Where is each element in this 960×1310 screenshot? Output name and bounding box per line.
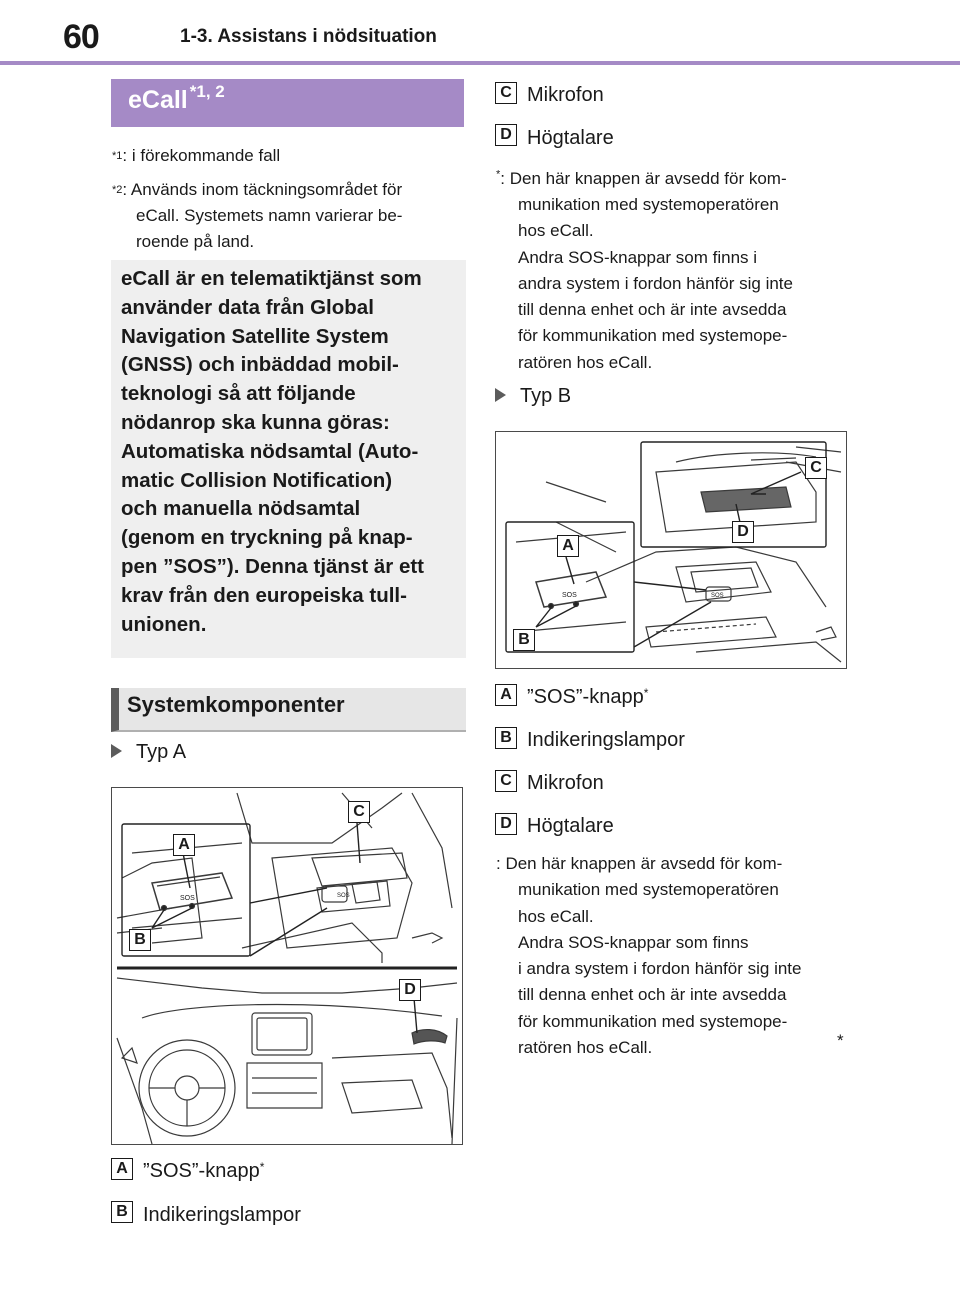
note-line: Andra SOS-knappar som finns i [518, 247, 758, 267]
info-line: krav från den europeiska tull- [121, 583, 407, 607]
ecall-title [128, 82, 225, 115]
note-line: i andra system i fordon hänför sig inte [518, 959, 802, 979]
header-divider [0, 61, 960, 65]
info-line: matic Collision Notification) [121, 468, 393, 492]
item-letter-c: C [495, 82, 517, 104]
info-line: eCall är en telematiktjänst som [121, 267, 422, 290]
footnote-2-line3: roende på land. [136, 232, 255, 251]
type-a-drawing [112, 788, 462, 1144]
item-speaker: Högtalare [527, 127, 614, 149]
info-line: nödanrop ska kunna göras: [121, 410, 390, 434]
item-letter-d: D [495, 124, 517, 146]
info-line: använder data från Global [121, 295, 374, 319]
item-speaker: Högtalare [527, 815, 614, 837]
bullet-triangle-icon [111, 744, 122, 758]
type-a-note [496, 161, 856, 376]
note-line: hos eCall. [518, 906, 594, 926]
note-line: för kommunikation med systemope- [518, 1011, 788, 1031]
section-title: 1-3. Assistans i nödsituation [180, 26, 437, 47]
footnote-2-line1: : Används inom täckningsområdet för [122, 180, 403, 199]
type-a-illustration [111, 787, 463, 1145]
item-sup: * [259, 1160, 265, 1174]
callout-c: C [348, 801, 370, 823]
info-line: Navigation Satellite System [121, 324, 389, 348]
ecall-title-sup: *1, 2 [189, 82, 225, 101]
info-line: pen ”SOS”). Denna tjänst är ett [121, 554, 424, 578]
note-mark: * [496, 168, 501, 180]
info-line: unionen. [121, 612, 207, 636]
sos-button-label: SOS [180, 895, 195, 902]
note-line: Andra SOS-knappar som finns [518, 932, 749, 952]
item-letter-a: A [111, 1158, 133, 1180]
note-line: *: Den här knappen är avsedd för kom- [496, 168, 787, 188]
info-line: och manuella nödsamtal [121, 497, 361, 521]
item-text: ”SOS”-knapp [143, 1160, 260, 1182]
note-line: ratören hos eCall. [518, 1038, 653, 1058]
sos-button-label-small: SOS [337, 893, 350, 899]
footnote-2-mark: *2 [112, 184, 123, 196]
note-line: ratören hos eCall. [518, 352, 653, 372]
item-letter-d: D [495, 813, 517, 835]
note-line: hos eCall. [518, 221, 594, 241]
type-b-illustration [495, 431, 847, 669]
type-b-label-text: Typ B [520, 385, 572, 407]
item-letter-c: C [495, 770, 517, 792]
item-letter-b: B [495, 727, 517, 749]
footnote-1-text: : i förekommande fall [122, 146, 281, 165]
sos-button-label: SOS [562, 592, 577, 599]
type-b-note-mark: * [837, 1031, 844, 1050]
note-line: andra system i fordon hänför sig inte [518, 273, 793, 293]
type-a-label-text: Typ A [136, 741, 187, 763]
callout-c: C [805, 457, 827, 479]
info-line: Automatiska nödsamtal (Auto- [121, 439, 419, 463]
callout-d: D [732, 521, 754, 543]
type-b-label [495, 385, 571, 408]
footnote-2 [112, 177, 467, 255]
callout-b: B [513, 629, 535, 651]
item-sos-button [527, 686, 648, 709]
note-line: till denna enhet och är inte avsedda [518, 300, 787, 320]
item-indicator-lamps: Indikeringslampor [143, 1204, 301, 1226]
callout-a: A [557, 535, 579, 557]
item-text: ”SOS”-knapp [527, 686, 644, 708]
info-line: (genom en tryckning på knap- [121, 526, 413, 550]
item-sup: * [643, 686, 649, 700]
systemkomponenter-heading: Systemkomponenter [127, 692, 345, 717]
sos-button-label-small: SOS [711, 593, 724, 599]
item-letter-b: B [111, 1201, 133, 1223]
callout-d: D [399, 979, 421, 1001]
item-letter-a: A [495, 684, 517, 706]
item-microphone: Mikrofon [527, 84, 604, 106]
note-line: : Den här knappen är avsedd för kom- [496, 854, 783, 873]
type-a-label [111, 741, 186, 764]
callout-a: A [173, 834, 195, 856]
note-line: för kommunikation med systemope- [518, 326, 788, 346]
item-microphone: Mikrofon [527, 772, 604, 794]
bullet-triangle-icon [495, 388, 506, 402]
callout-b: B [129, 929, 151, 951]
note-line: till denna enhet och är inte avsedda [518, 985, 787, 1005]
type-b-note [496, 851, 856, 1061]
note-line: munikation med systemoperatören [518, 880, 779, 900]
note-line: munikation med systemoperatören [518, 194, 779, 214]
ecall-title-text: eCall [128, 86, 188, 114]
info-box-text [121, 265, 456, 639]
info-line: teknologi så att följande [121, 382, 356, 406]
item-indicator-lamps: Indikeringslampor [527, 729, 685, 751]
footnote-2-line2: eCall. Systemets namn varierar be- [136, 206, 403, 225]
info-line: (GNSS) och inbäddad mobil- [121, 353, 399, 377]
footnote-1-mark: *1 [112, 150, 123, 162]
footnote-1 [112, 143, 467, 169]
item-sos-button [143, 1160, 264, 1183]
type-b-drawing [496, 432, 846, 668]
page-number: 60 [63, 18, 99, 56]
